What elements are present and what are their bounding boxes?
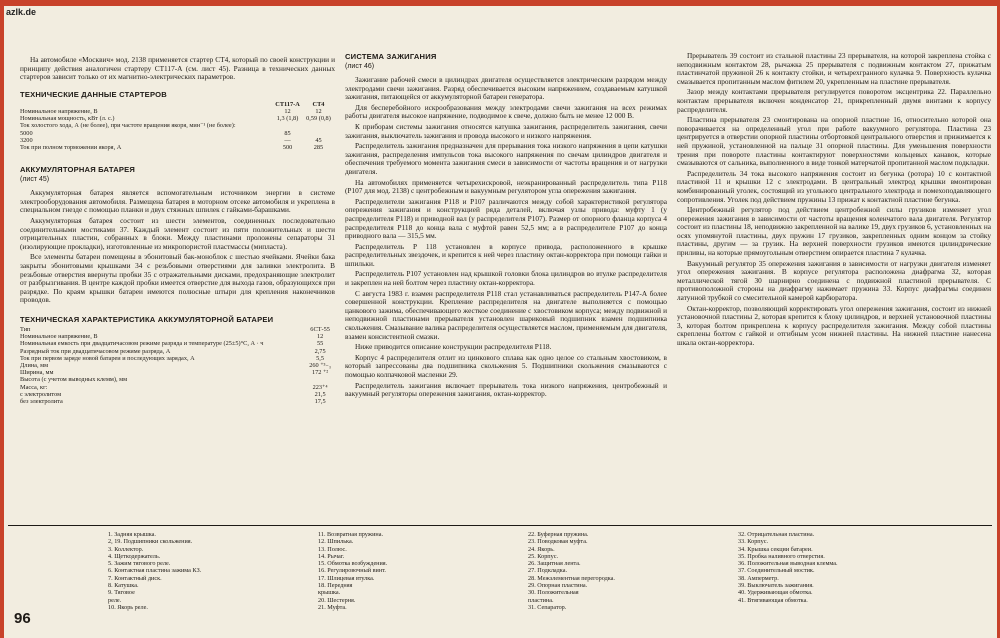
table-row xyxy=(20,122,335,129)
table-head-cell xyxy=(20,101,273,108)
table-cell: Высота (с учетом выводных клемм), мм xyxy=(20,376,128,384)
legend-item: 38. Амперметр. xyxy=(738,574,779,582)
table-cell: 6СТ-55 xyxy=(310,325,330,333)
paragraph: Распределитель Р 118 установлен в корпусе привода, расположенного в крышке распределительных звездочек, и крепится к ней через пластину октан-корректора при помощи гайки и шпильки. xyxy=(345,241,667,268)
legend-item: 30. Положительная xyxy=(528,589,579,597)
table-cell: 1,3 (1,8) xyxy=(276,115,299,123)
battery-tech-title: ТЕХНИЧЕСКАЯ ХАРАКТЕРИСТИКА АККУМУЛЯТОРНОЙ БАТАРЕИ xyxy=(20,314,274,324)
paragraph: Аккумуляторная батарея состоит из шести элементов, соединенных последовательно соединительными мостиками 37. Каждый элемент состоит из пяти положительных и шести отрицательных пластин, собранных в блоки. Между пластинами проложены сепараторы 31 (изолирующие прокладки), изготовленные из микропористой пластмассы (мипласта). xyxy=(20,215,335,251)
table-cell: Масса, кг: xyxy=(20,383,48,391)
legend-item: 24. Якорь. xyxy=(528,545,555,553)
legend-item: 22. Буферная пружина. xyxy=(528,531,589,538)
left-column xyxy=(20,56,335,518)
legend-item: 41. Втягивающая обмотка. xyxy=(738,596,808,604)
legend-item: пластина. xyxy=(528,596,554,604)
legend-item: 9. Тяговое xyxy=(108,589,135,597)
paragraph: Распределитель Р107 установлен над крышкой головки блока цилиндров во втулке распределителя и закреплен на ней болтом через пластину октан-корректора. xyxy=(345,269,667,288)
legend-item: 4. Щеткодержатель. xyxy=(108,552,161,560)
table-cell xyxy=(304,130,335,137)
battery-title: АККУМУЛЯТОРНАЯ БАТАРЕЯ xyxy=(20,165,136,175)
table-row xyxy=(20,326,335,333)
starter-tech-head xyxy=(20,101,335,108)
legend-item: 27. Подкладка. xyxy=(528,567,568,575)
legend-item: 3. Коллектор. xyxy=(108,545,144,553)
legend-item: 28. Межэлементная перегородка. xyxy=(528,574,615,582)
legend-item: 31. Сепаратор. xyxy=(528,603,567,611)
legend-item: 17. Шлицевая втулка. xyxy=(318,574,375,582)
paragraph: Для бесперебойного искрообразования между электродами свечи зажигания на всех режимах работы двигателя высокое напряжение, подводимое к свече, должно быть не менее 12 000 В. xyxy=(345,102,667,121)
legend-item: 15. Обмотка возбуждения. xyxy=(318,560,388,568)
paragraph: Пластина прерывателя 23 смонтирована на опорной пластине 16, относительно которой она поворачивается на определенный угол при работе вакуумного регулятора. Пластина 23 центрируется в отверстии опорной пластины отбортовкой центрального отверстия и прижимается к ней пружиной, установленной на пальце 31 опорной пластины. Для уменьшения поверхности трения при повороте пластины контактируют поверхностями кольцевых канавок, которые смазываются от сальника, выполненного в виде тонкой матерчатой пропитанной маслом подкладки. xyxy=(677,115,991,168)
legend-divider xyxy=(8,525,992,526)
table-cell: 12 xyxy=(315,107,322,115)
legend-item: 11. Возвратная пружина. xyxy=(318,531,383,538)
legend-column-1 xyxy=(108,531,313,611)
table-row xyxy=(20,137,335,144)
table-cell: 12 xyxy=(316,333,324,341)
paragraph: Вакуумный регулятор 35 опережения зажигания в зависимости от нагрузки двигателя изменяет угол опережения зажигания. В корпусе регулятора расположена диафрагма 32, которая металлической тягой 30 шарнирно соединена с подвижной пластиной прерывателя. С противоположной стороны на диафрагму нажимает пружина 33. Корпус диафрагмы соединен латунной трубкой со смесительной камерой карбюратора. xyxy=(677,258,991,303)
legend-item: 20. Шестерня. xyxy=(318,596,356,604)
paragraph: К приборам системы зажигания относятся катушка зажигания, распределитель зажигания, свечи зажигания, выключатель зажигания и провода высокого и низкого напряжения. xyxy=(345,121,667,140)
legend-item: 18. Передняя xyxy=(318,582,353,590)
legend-item: 1. Задняя крышка. xyxy=(108,531,156,538)
legend-item: 26. Защитная лента. xyxy=(528,560,581,568)
legend-item: 23. Поводковая муфта. xyxy=(528,538,588,546)
table-row xyxy=(20,108,335,115)
paragraph: На автомобилях применяется четырехискровой, неэкранированный распределитель типа Р118 (Р107 для мод. 2138) с центробежным и вакуумным регулятором угла опережения зажигания. xyxy=(345,177,667,196)
right-column xyxy=(677,52,991,518)
paragraph: Зазор между контактами прерывателя регулируется поворотом эксцентрика 22. Параллельно контактам прерывателя включен конденсатор 21, прикрепленный двумя винтами к корпусу распределителя. xyxy=(677,87,991,114)
table-cell: Тип xyxy=(20,325,31,333)
table-row xyxy=(20,355,335,362)
top-red-stripe xyxy=(0,0,1000,6)
table-cell: 5,5 xyxy=(316,354,325,362)
legend-item: 25. Корпус. xyxy=(528,552,558,560)
table-cell: Ток при полном торможении якоря, А xyxy=(20,144,122,151)
paragraph: Распределитель зажигания предназначен для прерывания тока низкого напряжения в цепи катушки зажигания, распределения импульсов тока высокого напряжения по свечам цилиндров двигателя и обеспечения требуемого момента зажигания смеси в зависимости от частоты вращения и от нагрузки двигателя. xyxy=(345,141,667,176)
starter-tech-title: ТЕХНИЧЕСКИЕ ДАННЫЕ СТАРТЕРОВ xyxy=(20,89,167,99)
legend-column-3 xyxy=(528,531,733,611)
table-cell: 21,5 xyxy=(314,390,326,398)
legend-item: 37. Соединительный мостик. xyxy=(738,567,815,575)
legend-item: 32. Отрицательная пластина. xyxy=(738,531,815,538)
table-row xyxy=(20,130,335,137)
table-cell: 12 xyxy=(284,107,291,115)
table-cell: 0,59 (0,8) xyxy=(306,115,331,123)
table-cell xyxy=(307,376,335,383)
table-cell: 172 ⁺² xyxy=(311,369,329,377)
table-row xyxy=(20,384,335,391)
table-cell: Ток при первом заряде новой батареи и последующих зарядах, А xyxy=(20,354,195,362)
table-cell: с электролитом xyxy=(20,390,62,398)
table-cell: — xyxy=(284,136,291,144)
table-cell: Номинальное напряжение, В xyxy=(20,107,98,115)
legend-item: 40. Удерживающая обмотка. xyxy=(738,589,813,597)
starter-intro: На автомобиле «Москвич» мод. 2138 применяется стартер СТ4, который по своей конструкции и принципу действия аналогичен стартеру СТ117-А (см. лист 45). Разница в технических данных стартеров зависит только от их магнитно-электрических параметров. xyxy=(20,56,335,82)
paragraph: Корпус 4 распределителя отлит из цинкового сплава как одно целое со стальным хвостовиком, в который запрессованы два подшипника скольжения 5. Подшипники скольжения смазываются с помощью колпачковой масленки 29. xyxy=(345,352,667,379)
legend-item: 13. Полюс. xyxy=(318,545,347,553)
table-cell: 500 xyxy=(282,144,293,151)
table-row xyxy=(20,348,335,355)
legend-item: крышка. xyxy=(318,589,341,597)
paragraph: Распределитель 34 тока высокого напряжения состоит из бегунка (ротора) 10 с контактной пластиной 11 и крышки 12 с электродами. В центральный электрод крышки вмонтирован комбинированный уголек, состоящий из угольного центрального электрода и помехоподавляющего сопротивления. Уголек под действием пружины 13 прижат к контактной пластине бегунка. xyxy=(677,168,991,204)
table-cell: 2,75 xyxy=(314,347,326,355)
paragraph: Все элементы батареи помещены в эбонитовый бак-моноблок с шестью ячейками. Ячейки бака закрыты эбонитовыми крышками 34 с резьбовыми отверстиями для заливки электролита. В резьбовые отверстия ввернуты пробки 35 с отражательными дисками, предохраняющие электролит от разбрызгивания. В центре каждой пробки имеется отверстие для выхода газов, образующихся при разрядке. По краям крышки батареи имеются полюсные штыри для крепления наконечников проводов. xyxy=(20,252,335,305)
ignition-title: СИСТЕМА ЗАЖИГАНИЯ xyxy=(345,52,437,61)
legend-item: 35. Пробка наливного отверстия. xyxy=(738,552,825,560)
table-cell: 223⁺⁴ xyxy=(312,383,328,391)
legend-item: 36. Положительная выводная клемма. xyxy=(738,560,838,568)
starter-tech-table xyxy=(20,101,335,151)
legend-item: реле. xyxy=(108,596,122,604)
paragraph: Октан-корректор, позволяющий корректировать угол опережения зажигания, состоит из нижней установочной пластины 2, которая крепится к блоку цилиндров, и верхней установочной пластины 3, которая болтом прикреплена к корпусу распределителя зажигания. Между собой пластины скреплены болтом с гайкой и отгибным усом нижней пластины. На нижней пластине нанесена шкала октан-корректора. xyxy=(677,303,991,347)
battery-text xyxy=(20,189,335,305)
legend-item: 34. Крышка секции батареи. xyxy=(738,545,813,553)
legend-column-2 xyxy=(318,531,523,611)
legend-item: 33. Корпус. xyxy=(738,538,768,546)
legend-item: 2, 19. Подшипники скольжения. xyxy=(108,538,193,546)
legend-item: 8. Катушка. xyxy=(108,582,139,590)
legend-item: 5. Зажим тягового реле. xyxy=(108,560,171,568)
legend-item: 29. Опорная пластина. xyxy=(528,582,588,590)
table-cell: 17,5 xyxy=(314,397,326,405)
table-cell: Ширина, мм xyxy=(20,369,54,377)
table-row xyxy=(20,362,335,369)
watermark: azlk.de xyxy=(6,7,37,17)
battery-sheet-ref: (лист 45) xyxy=(20,176,50,184)
ignition-text xyxy=(345,76,667,399)
table-cell: Длина, мм xyxy=(20,361,49,369)
table-cell: Ток холостого хода, А (не более), при частоте вращения якоря, мин⁻¹ (не более): xyxy=(20,122,236,130)
paragraph: Прерыватель 39 состоит из стальной пластины 23 прерывателя, на которой закреплена стойка с неподвижным контактом 28, рычажка 25 прерывателя с подвижным контактом 27, прижатым пластинчатой пружиной 26 к контакту стойки, и четырехгранного кулачка 9. Поверхность кулачка смазывается пропитанным маслом фитилем 20, укрепленным на пластине прерывателя. xyxy=(677,52,991,86)
middle-column xyxy=(345,52,667,518)
table-head-cell: СТ4 xyxy=(312,100,325,108)
legend-item: 39. Выключатель зажигания. xyxy=(738,582,814,590)
paragraph: Ниже приводится описание конструкции распределителя Р118. xyxy=(355,342,552,352)
table-row xyxy=(20,144,335,151)
paragraph: Зажигание рабочей смеси в цилиндрах двигателя осуществляется электрическим разрядом между электродами свечи зажигания. Разряд обеспечивается высоким напряжением, создаваемым катушкой зажигания, питающейся от аккумуляторной батареи генератора. xyxy=(345,75,667,102)
legend-item: 6. Контактная пластина зажима КЗ. xyxy=(108,567,202,575)
table-row xyxy=(20,376,335,383)
table-cell xyxy=(304,122,335,129)
paragraph: Центробежный регулятор под действием центробежной силы грузиков изменяет угол опережения зажигания в зависимости от частоты вращения коленчатого вала двигателя. Регулятор состоит из пластины 18, неподвижно закрепленной на валике 19, двух грузиков 6, установленных на осях упомянутой пластины, двух пружин 17 грузиков, закрепленных одним концом за стойку пластины, другим — за грузик. На верхней поверхности грузиков имеются цилиндрические приливы, на которые прямоугольным отверстием опирается пластина 7 кулачка. xyxy=(677,205,991,258)
legend-item: 21. Муфта. xyxy=(318,603,347,611)
table-cell: 3200 xyxy=(20,136,33,144)
paragraph: Распределители зажигания Р118 и Р107 различаются между собой характеристикой регулятора опережения зажигания и конструкцией ряда деталей, включая узлы привода: муфту 1 (у распределителя Р118) и приводной вал (у распределителя Р107). Размер от опорного фланца корпуса 4 распределителя Р118 до конца вала с муфтой равен 52,5 мм; а в распределителе Р107 до конца приводного вала — 315,5 мм. xyxy=(345,196,667,241)
table-cell: Номинальное напряжение, В xyxy=(20,333,98,341)
legend-item: 14. Рычаг. xyxy=(318,552,345,560)
table-cell xyxy=(273,122,304,129)
table-row xyxy=(20,369,335,376)
paragraph: Распределитель зажигания включает прерыватель тока низкого напряжения, центробежный и вакуумный регуляторы опережения зажигания, октан-корректор. xyxy=(345,380,667,399)
table-cell: 5000 xyxy=(20,129,33,137)
battery-tech-table xyxy=(20,326,335,405)
table-cell: 85 xyxy=(284,129,291,137)
table-cell: 285 xyxy=(313,144,324,151)
table-cell: 45 xyxy=(315,136,322,144)
table-head-cell: СТ117-А xyxy=(275,100,300,108)
table-cell: Номинальная емкость при двадцатичасовом режиме разряда и температуре (25±5)°С, А · ч xyxy=(20,340,264,348)
table-cell: 55 xyxy=(316,340,324,348)
legend-item: 10. Якорь реле. xyxy=(108,603,148,611)
page-number: 96 xyxy=(14,610,31,627)
table-row xyxy=(20,115,335,122)
table-cell: Разрядный ток при двадцатичасовом режиме разряда, А xyxy=(20,347,171,355)
table-cell: Номинальная мощность, кВт (л. с.) xyxy=(20,115,115,123)
distributor-text xyxy=(677,52,991,348)
paragraph: С августа 1983 г. взамен распределителя Р118 стал устанавливаться распределитель Р147-А более совершенной конструкции. Крепление распределителя на двигателе выполняется с помощью цанкового зажима, обеспечивающего жесткое соединение с хвостовиком корпуса; между подвижной и неподвижной пластинами прерывателя установлен шариковый подшипник взамен подшипника скольжения. Смазывание валика распределителя осуществляется маслом, применяемым для двигателя, взамен консистентной смазки. xyxy=(345,288,667,341)
table-row xyxy=(20,340,335,347)
table-row xyxy=(20,333,335,340)
legend-item: 12. Шпилька. xyxy=(318,538,354,546)
table-row xyxy=(20,391,335,398)
table-cell: без электролита xyxy=(20,397,63,405)
legend-column-4 xyxy=(738,531,958,604)
figure-legend xyxy=(0,525,1000,638)
ignition-sheet-ref: (лист 46) xyxy=(345,63,375,70)
table-row xyxy=(20,398,335,405)
table-cell: 260 ⁺³₋₃ xyxy=(309,361,331,369)
paragraph: Аккумуляторная батарея является вспомогательным источником энергии в системе электрооборудования автомобиля. Размещена батарея в моторном отсеке автомобиля и укреплена в специальном гнезде с помощью планки и двух стяжных шпилек с гайками-барашками. xyxy=(20,188,335,215)
legend-item: 7. Контактный диск. xyxy=(108,574,162,582)
legend-item: 16. Регулировочный винт. xyxy=(318,567,386,575)
